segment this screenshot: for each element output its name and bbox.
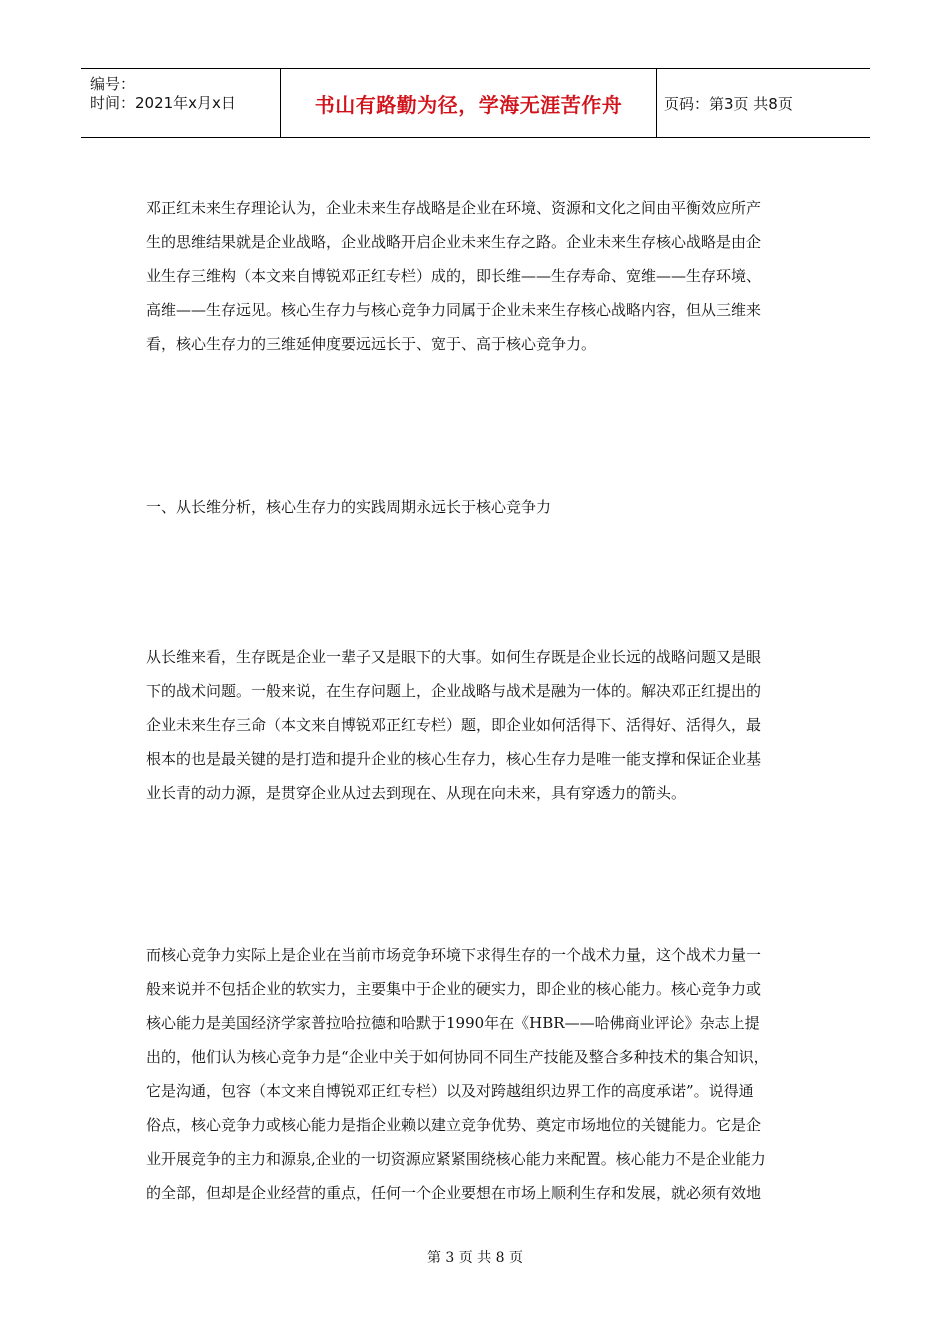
section-heading xyxy=(146,490,810,524)
paragraph-line: 而核心竞争力实际上是企业在当前市场竞争环境下求得生存的一个战术力量，这个战术力量一 xyxy=(146,946,762,964)
paragraph-line: 核心能力是美国经济学家普拉哈拉德和哈默于1990年在《HBR——哈佛商业评论》杂志上提 xyxy=(146,1014,760,1032)
paragraph-line: 业开展竞争的主力和源泉,企业的一切资源应紧紧围绕核心能力来配置。核心能力不是企业能力 xyxy=(146,1150,766,1168)
paragraph-intro xyxy=(146,191,810,361)
header-page-cell xyxy=(657,69,870,137)
paragraph-line: 它是沟通，包容（本文来自博锐邓正红专栏）以及对跨越组织边界工作的高度承诺”。说得通 xyxy=(146,1082,754,1100)
number-label: 编号： xyxy=(90,75,136,93)
paragraph-line: 看，核心生存力的三维延伸度要远远长于、宽于、高于核心竞争力。 xyxy=(146,335,597,353)
paragraph-line: 出的，他们认为核心竞争力是“企业中关于如何协同不同生产技能及整合多种技术的集合知识， xyxy=(146,1048,769,1066)
document-header xyxy=(81,68,870,138)
paragraph-line: 邓正红未来生存理论认为，企业未来生存战略是企业在环境、资源和文化之间由平衡效应所产 xyxy=(146,199,762,217)
paragraph-line: 业生存三维构（本文来自博锐邓正红专栏）成的，即长维——生存寿命、宽维——生存环境、 xyxy=(146,267,762,285)
paragraph-line: 下的战术问题。一般来说，在生存问题上，企业战略与战术是融为一体的。解决邓正红提出的 xyxy=(146,682,762,700)
header-motto: 书山有路勤为径，学海无涯苦作舟 xyxy=(314,92,623,117)
paragraph-line: 从长维来看，生存既是企业一辈子又是眼下的大事。如何生存既是企业长远的战略问题又是眼 xyxy=(146,648,762,666)
time-label: 时间：2021年x月x日 xyxy=(90,94,236,112)
paragraph-line: 俗点，核心竞争力或核心能力是指企业赖以建立竞争优势、奠定市场地位的关键能力。它是企 xyxy=(146,1116,762,1134)
paragraph-line: 业长青的动力源，是贯穿企业从过去到现在、从现在向未来，具有穿透力的箭头。 xyxy=(146,784,687,802)
paragraph-line: 根本的也是最关键的是打造和提升企业的核心生存力，核心生存力是唯一能支撑和保证企业基 xyxy=(146,750,762,768)
paragraph-long-dimension xyxy=(146,640,810,810)
paragraph-line: 的全部，但却是企业经营的重点，任何一个企业要想在市场上顺利生存和发展，就必须有效地 xyxy=(146,1184,762,1202)
header-meta-cell xyxy=(81,69,281,137)
paragraph-line: 高维——生存远见。核心生存力与核心竞争力同属于企业未来生存核心战略内容，但从三维来 xyxy=(146,301,762,319)
section-heading-text: 一、从长维分析，核心生存力的实践周期永远长于核心竞争力 xyxy=(146,498,552,516)
paragraph-line: 生的思维结果就是企业战略，企业战略开启企业未来生存之路。企业未来生存核心战略是由企 xyxy=(146,233,762,251)
page-footer: 第 3 页 共 8 页 xyxy=(426,1250,524,1266)
paragraph-line: 般来说并不包括企业的软实力，主要集中于企业的硬实力，即企业的核心能力。核心竞争力或 xyxy=(146,980,762,998)
paragraph-line: 企业未来生存三命（本文来自博锐邓正红专栏）题，即企业如何活得下、活得好、活得久，最 xyxy=(146,716,762,734)
paragraph-core-competence xyxy=(146,938,810,1210)
header-page-info: 页码：第3页 共8页 xyxy=(664,94,793,113)
header-motto-cell xyxy=(281,69,657,137)
